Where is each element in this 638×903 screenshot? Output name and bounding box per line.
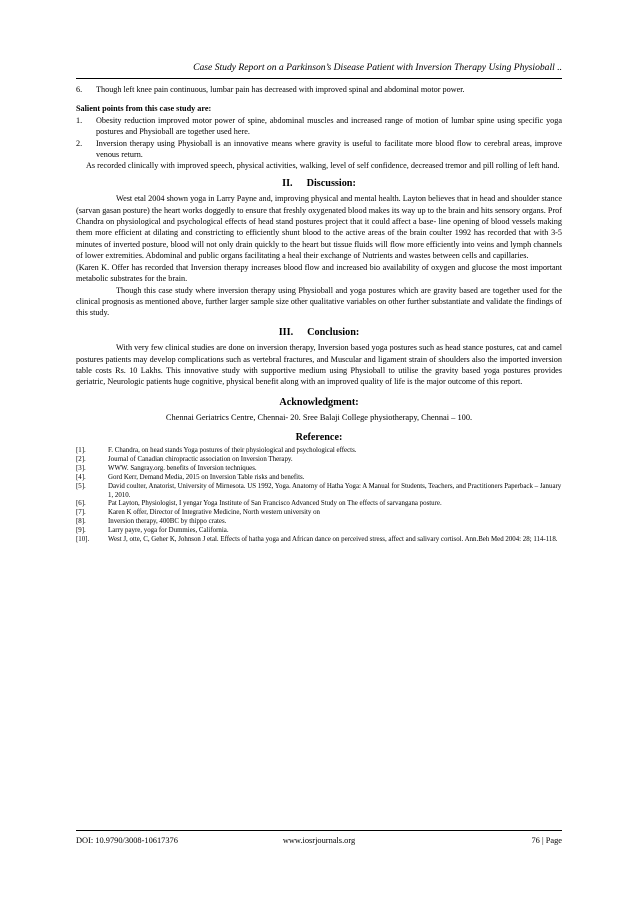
reference-number: [7].	[76, 509, 86, 517]
reference-item	[76, 474, 562, 483]
reference-item	[76, 527, 562, 536]
acknowledgment-heading: Acknowledgment:	[279, 396, 359, 408]
reference-item	[76, 536, 562, 545]
reference-text: Pat Layton, Physiologist, I yengar Yoga Institute of San Francisco Advanced Study on The effects of sarvangana posture.	[108, 500, 442, 508]
reference-number: [9].	[76, 527, 86, 535]
discussion-paragraph: Though this case study where inversion therapy using Physioball and yoga postures which are gravity based are together used for the clinical prognosis as mentioned above, further larger sample size other qualitative variables on other further substantiate and validate the findings of this study.	[76, 285, 562, 318]
journal-website: www.iosrjournals.org	[282, 836, 356, 845]
section-title: Conclusion:	[307, 326, 360, 338]
reference-text: F. Chandra, on head stands Yoga postures of their physiological and psychological effects.	[108, 446, 357, 454]
list-text: Inversion therapy using Physioball is an innovative means where gravity is useful to facilitate more blood flow to cerebral areas, improve venous return.	[96, 138, 562, 160]
list-text: Though left knee pain continuous, lumbar pain has decreased with improved spinal and abdominal motor power.	[96, 85, 465, 94]
list-number: 6.	[76, 85, 83, 94]
reference-number: [6].	[76, 500, 86, 508]
page-content	[76, 84, 562, 545]
list-number: 2.	[76, 138, 83, 148]
list-item	[76, 84, 562, 95]
header-rule	[76, 78, 562, 79]
running-header: Case Study Report on a Parkinson’s Disease Patient with Inversion Therapy Using Physioball ..	[193, 62, 562, 73]
salient-paragraph: As recorded clinically with improved speech, physical activities, walking, level of self confidence, decreased tremor and pill rolling of left hand.	[86, 161, 560, 171]
reference-text: David coulter, Anatorist, University of Mirnesota. US 1992, Yoga. Anatomy of Hatha Yoga: A Manual for Students, Teachers, and Practitioners Paperback – January 1, 2010.	[108, 482, 562, 499]
section-number: III.	[278, 326, 294, 338]
reference-item	[76, 447, 562, 456]
list-text: Obesity reduction improved motor power of spine, abdominal muscles and increased range of motion of lumbar spine using specific yoga postures and Physioball are together used here.	[96, 115, 562, 137]
reference-list	[76, 447, 562, 545]
page-number: 76 | Page	[531, 836, 562, 845]
section-title: Discussion:	[306, 177, 356, 189]
list-number: 1.	[76, 115, 83, 125]
reference-number: [4].	[76, 473, 86, 481]
list-item	[76, 115, 562, 138]
reference-number: [10].	[76, 536, 90, 544]
reference-number: [5].	[76, 482, 86, 490]
reference-number: [1].	[76, 446, 86, 454]
reference-number: [8].	[76, 518, 86, 526]
reference-text: Journal of Canadian chiropractic association on Inversion Therapy.	[108, 455, 293, 463]
reference-item	[76, 509, 562, 518]
reference-item	[76, 500, 562, 509]
list-item	[76, 138, 562, 161]
reference-item	[76, 518, 562, 527]
reference-text: Larry payre, yoga for Dummies, California.	[108, 527, 229, 535]
conclusion-heading	[76, 327, 562, 338]
discussion-heading	[76, 178, 562, 189]
conclusion-paragraph: With very few clinical studies are done on inversion therapy, Inversion based yoga postures such as head stance postures, cat and camel postures patients may develop complications such as vertebral fractures, and Muscular and ligament strain of shoulders also the imported inversion table costs Rs. 10 Lakhs. This innovative study with supportive medium using Physioball to utilise the gravity based yoga postures provides geriatric, Neurologic patients huge cognitive, physical benefit along with an improved quality of life is the major outcome of this report.	[76, 343, 562, 387]
reference-text: Inversion therapy, 400BC by thippo crates.	[108, 518, 227, 526]
footer-rule	[76, 830, 562, 831]
salient-heading: Salient points from this case study are:	[76, 104, 212, 114]
reference-text: West J, otte, C, Geher K, Johnson J etal. Effects of hatha yoga and African dance on perceived stress, affect and salivary cortisol. Ann.Beh Med 2004: 28; 114-118.	[108, 536, 558, 544]
discussion-paragraph: West etal 2004 shown yoga in Larry Payne and, improving physical and mental health. Layton believes that in head and shoulder stance (sarvan gasan posture) the heart works doggedly to ensure that freshly oxygenated blood makes its way up to the brain and hits sensory organs. Prof Chandra on physiological and psychological effects of head stand postures project that it could affect a base- line opening of blood vessels making them more efficient at dilating and constricting to efficiently shunt blood to the active areas of the brain coulter 1992 has recorded that with 3-5 minutes of inverted posture, blood will not only drain quickly to the heart but tissue fluids will flow more efficiently into veins and lymph channels of lower extremities. Abdominal and public organs facilitating a heal their exchange of Nutrients and wastes between cells and capillaries.	[76, 194, 562, 261]
reference-item	[76, 465, 562, 474]
reference-text: WWW. Sangray.org. benefits of Inversion techniques.	[108, 464, 257, 472]
discussion-paragraph: (Karen K. Offer has recorded that Inversion therapy increases blood flow and increased bio availability of oxygen and glucose the most important metabolic substrates for the brain.	[76, 262, 562, 284]
acknowledgment-text: Chennai Geriatrics Centre, Chennai- 20. Sree Balaji College physiotherapy, Chennai – 100.	[165, 413, 473, 423]
reference-number: [2].	[76, 455, 86, 463]
reference-heading: Reference:	[295, 431, 343, 443]
reference-item	[76, 456, 562, 465]
reference-text: Karen K offer, Director of Integrative Medicine, North western university on	[108, 509, 320, 517]
reference-item	[76, 483, 562, 501]
reference-text: Gord Kerr, Demand Media, 2015 on Inversion Table risks and benefits.	[108, 473, 305, 481]
reference-number: [3].	[76, 464, 86, 472]
section-number: II.	[282, 177, 293, 189]
doi-text: DOI: 10.9790/3008-10617376	[76, 836, 178, 845]
